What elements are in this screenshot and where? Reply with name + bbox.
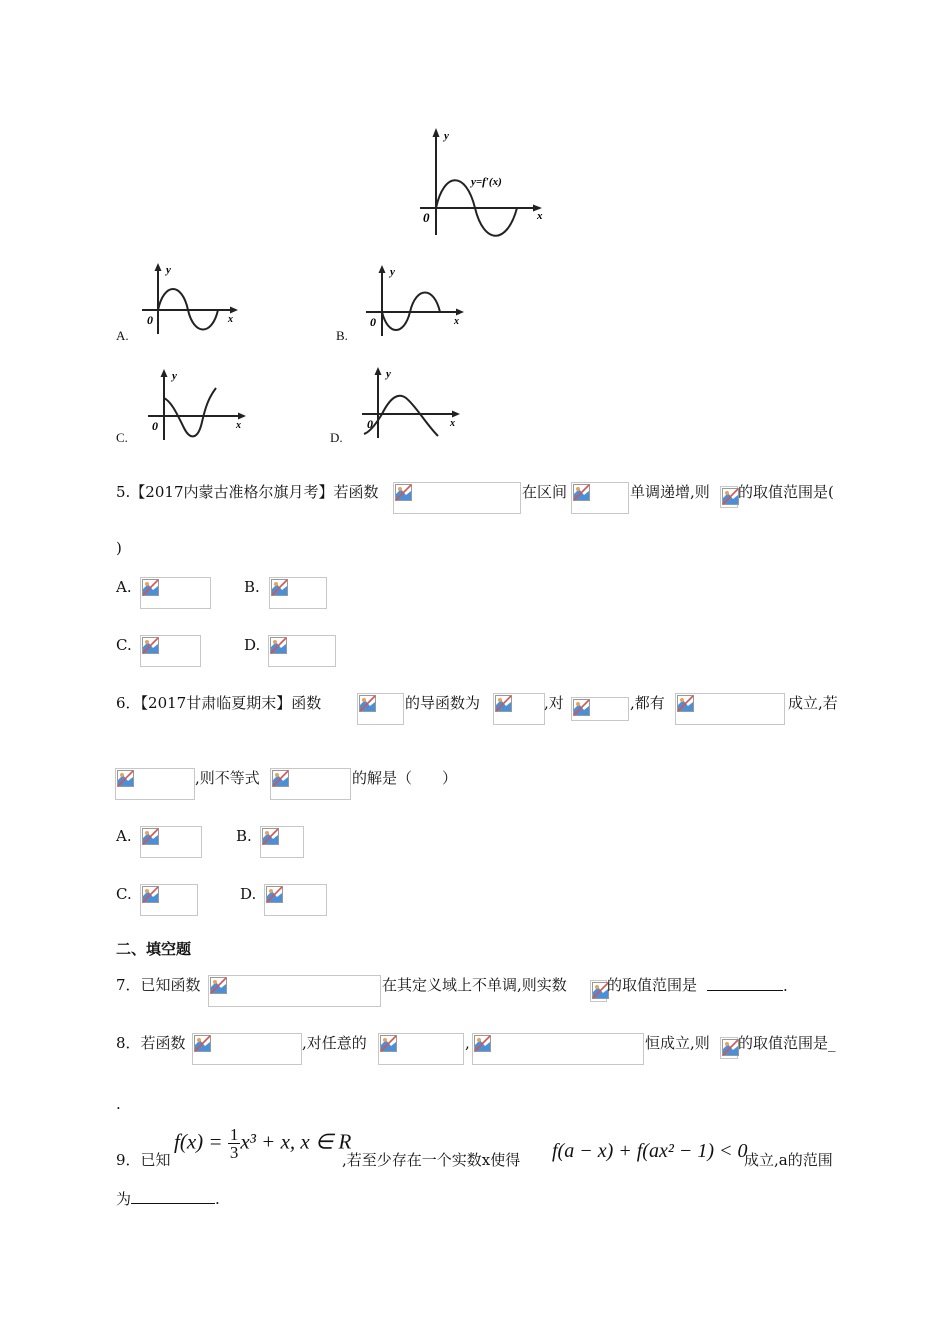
broken-image-icon[interactable] — [268, 635, 336, 667]
broken-image-icon — [472, 1033, 644, 1065]
broken-image-icon — [590, 980, 607, 1002]
broken-image-icon — [115, 768, 195, 800]
q9-answer-line[interactable] — [116, 1188, 220, 1209]
q5-option-d-label: D. — [244, 636, 261, 654]
broken-image-icon — [357, 693, 404, 725]
option-a-graph[interactable] — [136, 260, 241, 340]
derivative-graph — [414, 125, 549, 240]
q6-text-2: ,对 — [544, 694, 564, 712]
q8-text-4: 的取值范围是_ — [738, 1034, 836, 1052]
q5-prefix: 5.【2017内蒙古准格尔旗月考】若函数 — [116, 483, 379, 501]
broken-image-icon[interactable] — [264, 884, 327, 916]
q9-formula-1-rhs: x³ + x, x ∈ R — [240, 1129, 352, 1154]
q6-text-1: 的导函数为 — [405, 694, 481, 712]
option-d-label: D. — [330, 430, 343, 445]
q7-text-1: 在其定义域上不单调,则实数 — [382, 976, 567, 994]
q8-text-1: ,对任意的 — [302, 1034, 367, 1052]
broken-image-icon — [720, 486, 738, 508]
y-axis-label: y — [390, 266, 395, 278]
origin-label: 0 — [147, 313, 153, 327]
q6-text-4: 成立,若 — [788, 694, 838, 712]
q6-option-a-label: A. — [116, 827, 132, 845]
q6-text-5: ,则不等式 — [195, 769, 260, 787]
curve-label: y=f′(x) — [471, 176, 502, 188]
x-axis-label: x — [228, 314, 233, 325]
q9-prefix: 9．已知 — [116, 1151, 171, 1169]
origin-label: 0 — [152, 419, 158, 433]
q9-fraction-den: 3 — [229, 1143, 239, 1162]
broken-image-icon — [571, 482, 629, 514]
q6-option-c-label: C. — [116, 885, 132, 903]
q7-end: . — [783, 977, 788, 995]
q5-option-a-label: A. — [116, 578, 132, 596]
broken-image-icon — [493, 693, 545, 725]
q8-prefix: 8．若函数 — [116, 1034, 186, 1052]
q9-formula-1 — [174, 1126, 351, 1161]
option-c-graph[interactable] — [142, 366, 250, 444]
broken-image-icon[interactable] — [260, 826, 304, 858]
q9-fraction — [228, 1126, 241, 1161]
q5-close-paren: ) — [116, 539, 122, 557]
q5-option-b-label: B. — [244, 578, 260, 596]
broken-image-icon[interactable] — [140, 635, 201, 667]
q6-option-d-label: D. — [240, 885, 257, 903]
broken-image-icon[interactable] — [140, 826, 202, 858]
broken-image-icon — [270, 768, 351, 800]
origin-label: 0 — [370, 315, 376, 329]
option-a-label: A. — [116, 328, 129, 343]
x-axis-label: x — [454, 316, 459, 327]
origin-label: 0 — [423, 210, 430, 225]
q9-formula-2: f(a − x) + f(ax² − 1) < 0 — [552, 1140, 748, 1162]
option-d-graph[interactable] — [356, 364, 464, 444]
option-c-label: C. — [116, 430, 128, 445]
q5-text-1: 在区间 — [522, 483, 568, 501]
broken-image-icon — [720, 1037, 738, 1059]
x-axis-label: x — [236, 420, 241, 431]
y-axis-label: y — [386, 368, 391, 380]
q7-prefix: 7．已知函数 — [116, 976, 201, 994]
q6-prefix: 6．【2017甘肃临夏期末】函数 — [116, 694, 322, 712]
y-axis-label: y — [172, 370, 177, 382]
q9-text-2: 成立,a的范围 — [744, 1151, 833, 1169]
q9-end: . — [215, 1190, 220, 1208]
broken-image-icon[interactable] — [269, 577, 327, 609]
broken-image-icon[interactable] — [140, 884, 198, 916]
q6-text-3: ,都有 — [630, 694, 665, 712]
broken-image-icon — [675, 693, 785, 725]
q9-fraction-num: 1 — [229, 1125, 239, 1144]
broken-image-icon — [378, 1033, 464, 1065]
q9-formula-1-lhs: f(x) = — [174, 1129, 228, 1154]
q8-text-3: 恒成立,则 — [645, 1034, 710, 1052]
broken-image-icon — [571, 697, 629, 721]
y-axis-label: y — [444, 130, 449, 142]
x-axis-label: x — [537, 210, 543, 222]
section-heading: 二、填空题 — [116, 940, 192, 958]
q6-option-b-label: B. — [236, 827, 252, 845]
broken-image-icon — [393, 482, 521, 514]
broken-image-icon[interactable] — [140, 577, 211, 609]
q6-text-6: 的解是（ ） — [352, 769, 458, 787]
q5-option-c-label: C. — [116, 636, 132, 654]
q7-text-2: 的取值范围是 — [607, 976, 698, 994]
q7-answer-line[interactable] — [707, 975, 788, 996]
q8-text-2: , — [465, 1034, 470, 1052]
q9-line2: 为 — [116, 1190, 132, 1208]
option-b-graph[interactable] — [360, 262, 468, 342]
origin-label: 0 — [367, 417, 373, 431]
q5-text-3: 的取值范围是( — [738, 483, 834, 501]
y-axis-label: y — [166, 264, 171, 276]
x-axis-label: x — [450, 418, 455, 429]
q5-text-2: 单调递增,则 — [630, 483, 710, 501]
option-b-label: B. — [336, 328, 348, 343]
q8-end: . — [116, 1095, 121, 1113]
broken-image-icon — [208, 975, 381, 1007]
broken-image-icon — [192, 1033, 302, 1065]
q9-text-1: ,若至少存在一个实数x使得 — [342, 1151, 521, 1169]
